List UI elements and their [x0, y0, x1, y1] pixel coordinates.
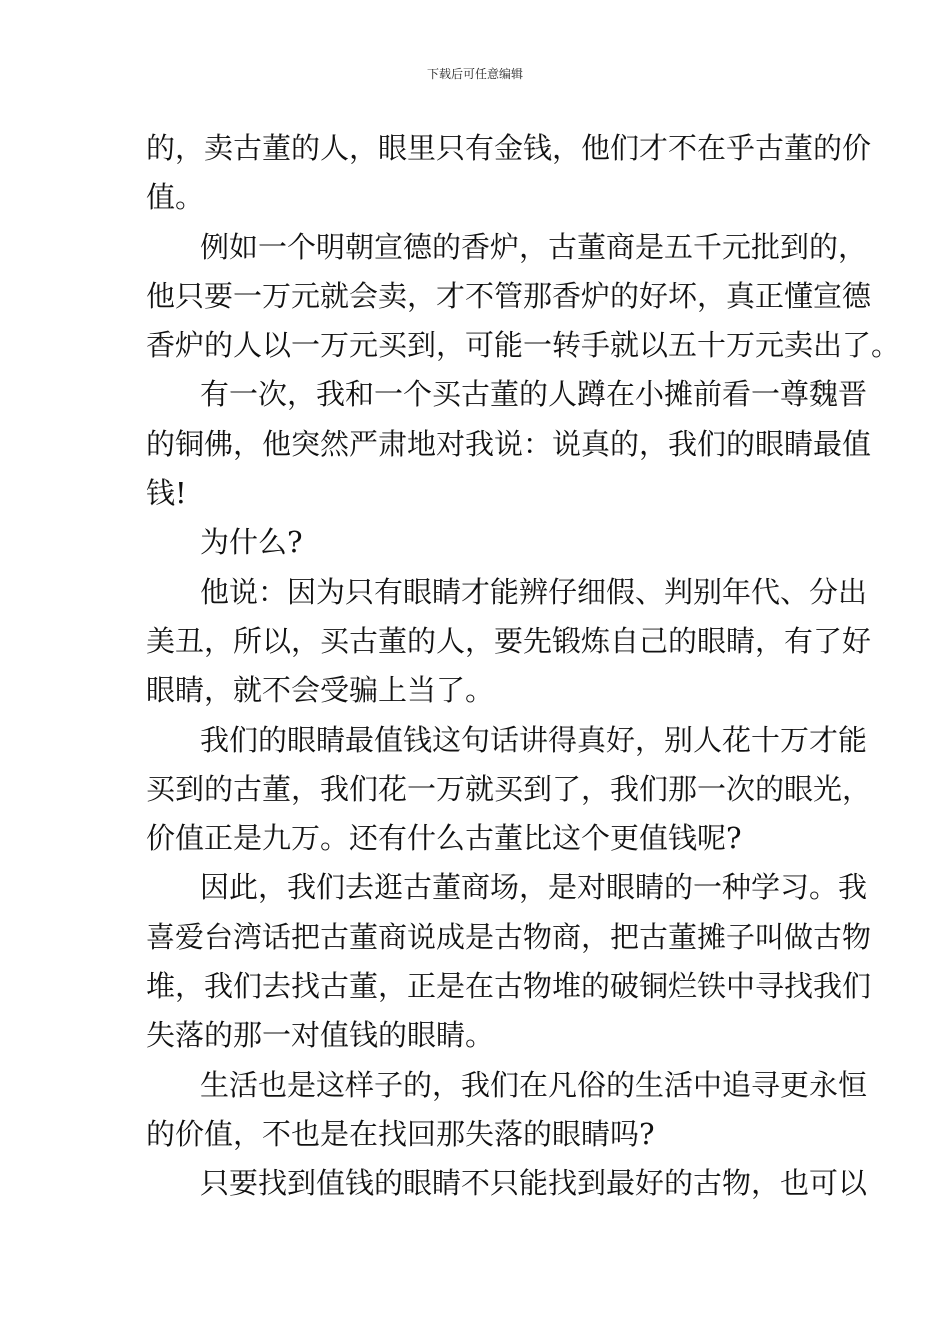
text-line-7: 的铜佛，他突然严肃地对我说：说真的，我们的眼睛最值: [146, 426, 872, 461]
text-line-8: 钱!: [146, 476, 187, 511]
text-line-17: 喜爱台湾话把古董商说成是古物商，把古董摊子叫做古物: [146, 919, 872, 954]
text-line-14: 买到的古董，我们花一万就买到了，我们那一次的眼光，: [146, 771, 872, 806]
text-line-11: 美丑，所以，买古董的人，要先锻炼自己的眼睛，有了好: [146, 623, 872, 658]
text-line-9: 为什么?: [200, 525, 303, 560]
text-line-6: 有一次，我和一个买古董的人蹲在小摊前看一尊魏晋: [200, 377, 868, 412]
text-line-10: 他说：因为只有眼睛才能辨仔细假、判别年代、分出: [200, 574, 868, 609]
text-line-20: 生活也是这样子的，我们在凡俗的生活中追寻更永恒: [200, 1067, 868, 1102]
text-line-21: 的价值，不也是在找回那失落的眼睛吗?: [146, 1116, 655, 1151]
text-line-16: 因此，我们去逛古董商场，是对眼睛的一种学习。我: [200, 870, 868, 905]
text-line-3: 例如一个明朝宣德的香炉，古董商是五千元批到的，: [200, 229, 868, 264]
text-line-1: 的，卖古董的人，眼里只有金钱，他们才不在乎古董的价: [146, 131, 872, 165]
text-line-13: 我们的眼睛最值钱这句话讲得真好，别人花十万才能: [200, 722, 868, 757]
document-body: [146, 124, 901, 1209]
text-line-2: 值。: [146, 180, 205, 215]
text-line-15: 价值正是九万。还有什么古董比这个更值钱呢?: [146, 821, 742, 856]
text-line-19: 失落的那一对值钱的眼睛。: [146, 1018, 495, 1053]
page-header: 下载后可任意编辑: [426, 67, 523, 81]
text-line-5: 香炉的人以一万元买到，可能一转手就以五十万元卖出了。: [146, 328, 901, 363]
text-line-4: 他只要一万元就会卖，才不管那香炉的好坏，真正懂宣德: [146, 278, 872, 313]
text-line-22: 只要找到值钱的眼睛不只能找到最好的古物，也可以: [200, 1166, 868, 1201]
text-line-18: 堆，我们去找古董，正是在古物堆的破铜烂铁中寻找我们: [146, 969, 872, 1004]
text-line-12: 眼睛，就不会受骗上当了。: [146, 673, 495, 708]
